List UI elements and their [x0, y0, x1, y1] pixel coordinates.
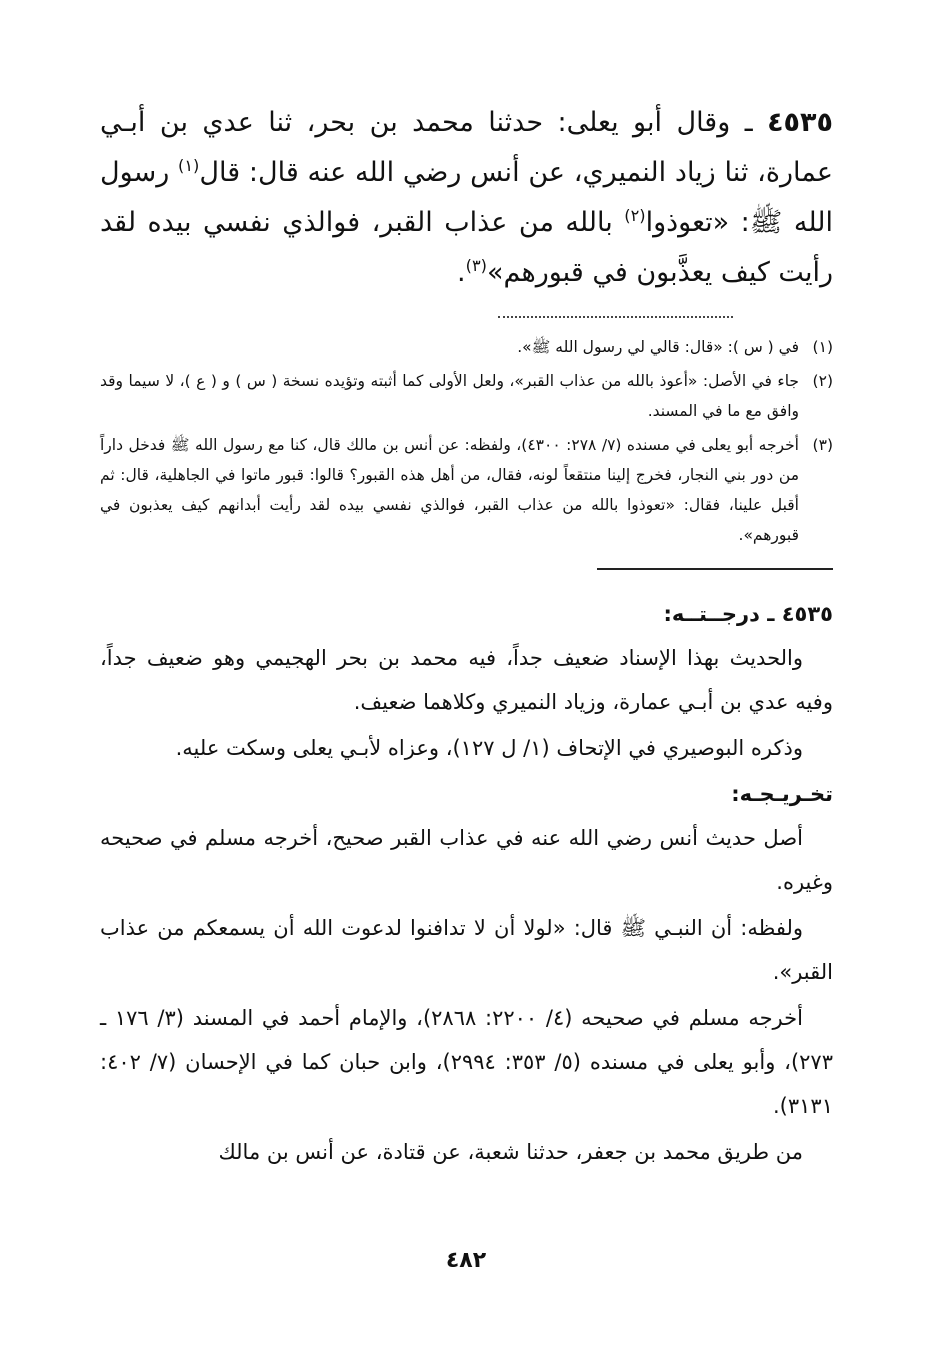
takhrij-paragraph-2: ولفظه: أن النبـي ﷺ قال: «لولا أن لا تدافنوا لدعوت الله أن يسمعكم من عذاب القبر». — [100, 916, 833, 984]
footnote-2 — [100, 366, 833, 426]
takhrij-paragraph-1: أصل حديث أنس رضي الله عنه في عذاب القبر صحيح، أخرجه مسلم في صحيحه وغيره. — [100, 826, 833, 894]
section-separator — [597, 568, 833, 570]
degree-paragraph-2: وذكره البوصيري في الإتحاف (١/ ل ١٢٧)، وعزاه لأبـي يعلى وسكت عليه. — [175, 736, 803, 760]
commentary — [100, 592, 833, 1174]
footnote-text: أخرجه أبو يعلى في مسنده (٧/ ٢٧٨: ٤٣٠٠)، ولفظه: عن أنس بن مالك قال، كنا مع رسول الله ﷺ فدخل داراً من دور بني النجار، فخرج إلينا منتقعاً لونه، فقال، من أهل هذه القبور؟ قالوا: قبور ماتوا في الجاهلية، قال: ثم أقبل علينا، فقال: «تعوذوا بالله من عذاب القبر، فوالذي نفسي بيده لقد رأيت أبدانهم كيف يعذبون في قبورهم». — [100, 436, 799, 544]
footnote-text: جاء في الأصل: «أعوذ بالله من عذاب القبر»، ولعل الأولى كما أثبته وتؤيده نسخة ( س ) و ( ع )، لا سيما وقد وافق مع ما في المسند. — [100, 372, 799, 420]
hadith-text-2: رسول الله ﷺ: «تعوذوا — [100, 157, 833, 238]
footnotes — [100, 332, 833, 550]
document-page — [100, 98, 833, 1176]
footnote-text: في ( س ): «قال: قالي لي رسول الله ﷺ». — [517, 338, 799, 356]
takhrij-paragraph-4: من طريق محمد بن جعفر، حدثنا شعبة، عن قتادة، عن أنس بن مالك — [218, 1140, 803, 1164]
footnote-number: (١) — [812, 338, 833, 356]
footnote-ref-3: (٣) — [465, 256, 487, 275]
hadith-text-3: بالله من عذاب القبر، فوالذي نفسي بيده لقد رأيت كيف يعذَّبون في قبورهم» — [100, 207, 833, 288]
takhrij-heading: تخـريـجـه: — [731, 782, 833, 806]
page-number: ٤٨٢ — [445, 1248, 487, 1273]
footnote-ref-1: (١) — [178, 156, 200, 175]
footnote-number: (٣) — [812, 436, 833, 454]
footnote-number: (٢) — [812, 372, 833, 390]
hadith-text-4: . — [457, 257, 466, 288]
footnote-ref-2: (٢) — [624, 206, 646, 225]
degree-heading: ٤٥٣٥ ـ درجــتــه: — [663, 602, 833, 626]
footnote-3 — [100, 430, 833, 550]
footnote-dotted-separator — [498, 310, 733, 318]
degree-paragraph-1: والحديث بهذا الإسناد ضعيف جداً، فيه محمد بن بحر الهجيمي وهو ضعيف جداً، وفيه عدي بن أبـي عمارة، وزياد النميري وكلاهما ضعيف. — [100, 646, 833, 714]
hadith-number: ٤٥٣٥ — [767, 107, 833, 138]
takhrij-paragraph-3: أخرجه مسلم في صحيحه (٤/ ٢٢٠٠: ٢٨٦٨)، والإمام أحمد في المسند (٣/ ١٧٦ ـ ٢٧٣)، وأبو يعلى في مسنده (٥/ ٣٥٣: ٢٩٩٤)، وابن حبان كما في الإحسان (٧/ ٤٠٢: ٣١٣١). — [100, 1006, 833, 1118]
main-hadith — [100, 98, 833, 298]
footnote-1 — [100, 332, 833, 362]
hadith-text-1: ـ وقال أبو يعلى: حدثنا محمد بن بحر، ثنا عدي بن أبـي عمارة، ثنا زياد النميري، عن أنس رضي الله عنه قال: قال — [100, 107, 833, 188]
